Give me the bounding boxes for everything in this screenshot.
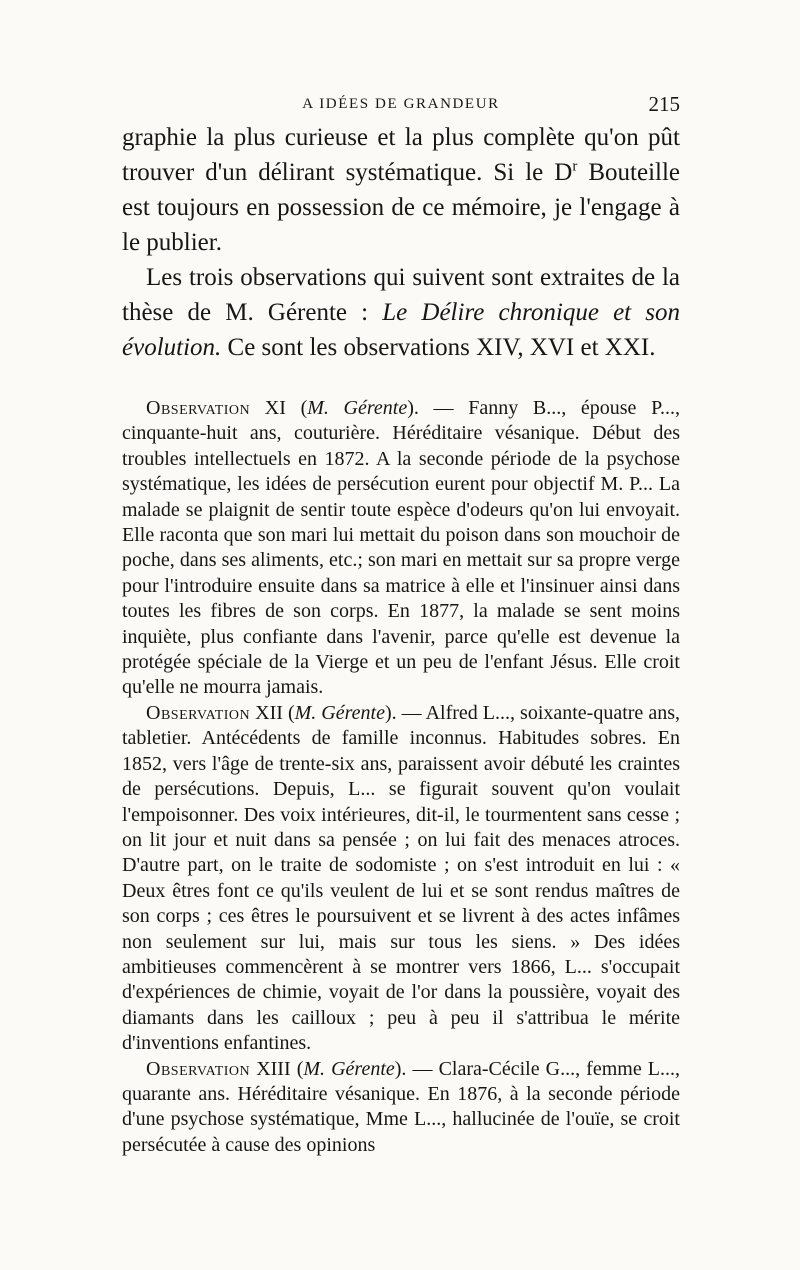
observation-dash: ). — <box>394 1057 439 1080</box>
observation-xi <box>122 396 680 701</box>
observation-source: M. Gérente <box>294 701 385 724</box>
observation-label: Observation <box>146 397 251 419</box>
observation-source: M. Gérente <box>307 397 408 419</box>
thesis-title: Le Délire chronique et son évolution. <box>122 299 680 361</box>
observation-number: XIII ( <box>250 1057 304 1080</box>
observation-dash: ). — <box>407 397 469 419</box>
observation-number: XII ( <box>250 701 295 724</box>
observation-label: Observation <box>146 1057 251 1080</box>
sources-text-start: Les trois observations qui suivent sont extraites de la thèse de M. Gérente : <box>122 264 680 326</box>
doctor-abbrev-sup: r <box>572 158 578 175</box>
intro-paragraph-continued <box>122 120 680 260</box>
page-number: 215 <box>648 92 680 116</box>
observation-dash: ). — <box>384 701 426 724</box>
running-title: A IDÉES DE GRANDEUR <box>302 96 500 112</box>
observation-source: M. Gérente <box>303 1057 395 1080</box>
observation-text: Fanny B..., épouse P..., cinquante-huit ans, couturière. Héréditaire vésanique. Début des troubles intellectuels en 1872. A la seconde période de la psychose systématique, les idées de persécution eurent pour objectif M. P... La malade se plaignit de sentir toute espèce d'odeurs qu'on lui envoyait. Elle raconta que son mari lui mettait du poison dans son mouchoir de poche, dans ses aliments, etc.; son mari en mettait sur sa propre verge pour l'introduire ensuite dans sa matrice à elle et l'insinuer ainsi dans toutes les fibres de son corps. En 1877, la malade se sent moins inquiète, plus confiante dans l'avenir, parce qu'elle est devenue la protégée spéciale de la Vierge et un peu de l'enfant Jésus. Elle croit qu'elle ne mourra jamais. <box>122 397 680 699</box>
page-body <box>122 120 680 1158</box>
page-header <box>122 92 680 116</box>
sources-text-end: Ce sont les observations XIV, XVI et XXI. <box>221 334 656 361</box>
observation-text: Clara-Cécile G..., femme L..., quarante ans. Héréditaire vésanique. En 1876, à la seconde période d'une psychose systématique, Mme L..., hallucinée de l'ouïe, se croit persécutée à cause des opinions <box>122 1057 680 1156</box>
observation-number: XI ( <box>250 397 308 419</box>
intro-text-part2: Bouteille est toujours en possession de ce mémoire, je l'engage à le publier. <box>122 159 681 256</box>
intro-paragraph-sources <box>122 260 680 365</box>
observation-text: Alfred L..., soixante-quatre ans, tabletier. Antécédents de famille inconnus. Habitudes sobres. En 1852, vers l'âge de trente-six ans, paraissent avoir débuté les craintes de persécutions. Depuis, L... se figurait souvent qu'on voulait l'empoisonner. Des voix intérieures, dit-il, le tourmentent sans cesse ; on lit jour et nuit dans sa pensée ; on lui fait des menaces atroces. D'autre part, on le traite de sodomiste ; on s'est introduit en lui : « Deux êtres font ce qu'ils veulent de lui et se sont rendus maîtres de son corps ; ces êtres le poursuivent et se livrent à des actes infâmes non seulement sur lui, mais sur tous les siens. » Des idées ambitieuses commencèrent à se montrer vers 1866, L... s'occupait d'expériences de chimie, voyait de l'or dans la poussière, voyait des diamants dans les cailloux ; peu à peu il s'attribua le mérite d'inventions enfantines. <box>122 701 680 1055</box>
observation-xiii <box>122 1057 680 1159</box>
intro-text-part1: graphie la plus curieuse et la plus complète qu'on pût trouver d'un délirant systématique. Si le D <box>122 124 680 186</box>
section-gap <box>122 365 680 396</box>
observation-xii <box>122 701 680 1057</box>
observation-label: Observation <box>146 701 251 724</box>
